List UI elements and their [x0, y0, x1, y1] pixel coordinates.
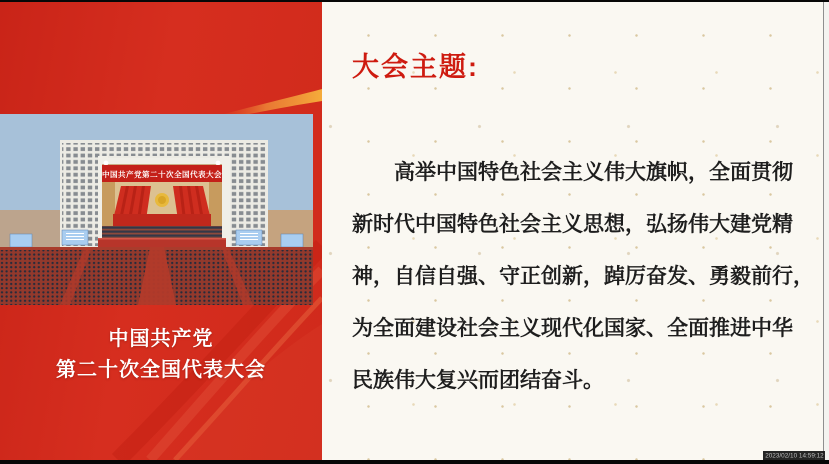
- left-red-panel: [0, 2, 322, 460]
- bottom-letterbox-bar: [0, 460, 829, 464]
- paragraph-line: 高举中国特色社会主义伟大旗帜，全面贯彻: [394, 161, 793, 184]
- paragraph-line: 神，自信自强、守正创新，踔厉奋发、勇毅前行，: [352, 265, 814, 288]
- page-margin: [824, 2, 829, 460]
- photo-audience: [0, 247, 313, 305]
- paragraph-line: 民族伟大复兴而团结奋斗。: [352, 369, 604, 392]
- theme-paragraph: [352, 147, 814, 407]
- slide-content-panel: [322, 2, 823, 460]
- caption-line-1: 中国共产党: [108, 328, 214, 350]
- panel-caption: [0, 324, 322, 386]
- paragraph-line: 新时代中国特色社会主义思想，弘扬伟大建党精: [352, 213, 793, 236]
- congress-photo: [0, 114, 313, 305]
- caption-line-2: 第二十次全国代表大会: [56, 359, 266, 381]
- photo-banner-text: 中国共产党第二十次全国代表大会: [102, 170, 222, 179]
- photo-party-emblem: [155, 193, 169, 207]
- timestamp-text: 2023/02/10 14:59:12: [764, 452, 824, 460]
- slide-title: 大会主题:: [352, 52, 479, 82]
- paragraph-line: 为全面建设社会主义现代化国家、全面推进中华: [352, 317, 793, 340]
- photo-dais: [102, 226, 222, 238]
- photo-stage: [98, 158, 226, 247]
